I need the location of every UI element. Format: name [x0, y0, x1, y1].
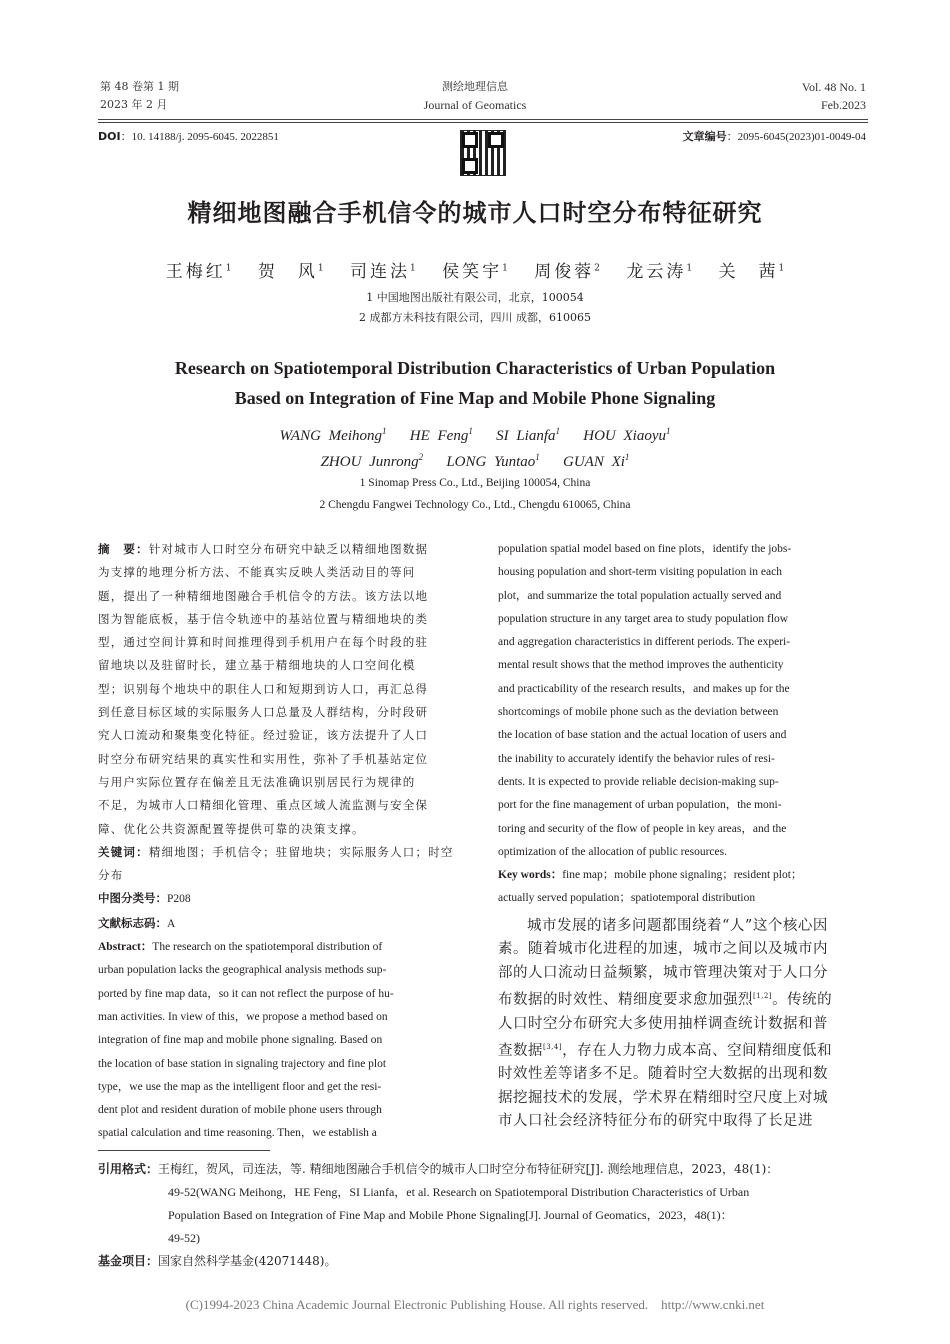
author-cn: 周俊蓉$^2$	[534, 262, 600, 282]
abstract-en-line: Abstract：The research on the spatiotemporal distribution of	[98, 941, 383, 954]
abstract-en-line: mental result shows that the method improves the authenticity	[498, 659, 784, 672]
author-en: HOU Xiaoyu$^1$	[583, 426, 671, 444]
title-en-line: Based on Integration of Fine Map and Mobile Phone Signaling	[234, 388, 716, 408]
body-line: 布数据的时效性、精细度要求愈加强烈[1,2]。传统的	[498, 992, 833, 1009]
abstract-en-line: and aggregation characteristics in different periods. The experi-	[498, 636, 791, 649]
body-line: 市人口社会经济特征分布的研究中取得了长足进	[498, 1113, 813, 1130]
doi-value[interactable]: ：10. 14188/j. 2095-6045. 2022851	[120, 131, 279, 143]
document-code: 文献标志码：A	[98, 915, 176, 930]
keywords-en-line: Key words：fine map；mobile phone signaling；resident plot；	[498, 869, 803, 882]
article-number	[683, 128, 866, 144]
abstract-en-line: shortcomings of mobile phone such as the deviation between	[498, 706, 779, 719]
copyright-notice: (C)1994-2023 China Academic Journal Electronic Publishing House. All rights reserved. http://www.cnki.net	[185, 1297, 765, 1312]
body-line: 部的人口流动日益频繁，城市管理决策对于人口分	[498, 964, 828, 981]
abstract-en-line: integration of fine map and mobile phone signaling. Based on	[98, 1034, 383, 1047]
author-en: ZHOU Junrong$^2$	[320, 452, 424, 470]
author-en: HE Feng$^1$	[409, 426, 473, 444]
abstract-en-line: population spatial model based on fine plots，identify the jobs-	[498, 543, 792, 555]
header-rule-bottom	[98, 122, 868, 123]
abstract-en-line: urban population lacks the geographical analysis methods sup-	[98, 964, 387, 977]
date-cn: 2023 年 2 月	[100, 98, 168, 111]
citation-format	[98, 1158, 870, 1273]
author-cn: 王梅红$^1$	[165, 262, 232, 282]
volume-issue-en	[802, 78, 866, 114]
abstract-cn-line: 究人口流动和聚集变化特征。经过验证，该方法提升了人口	[98, 728, 429, 743]
abstract-en-line: dent plot and resident duration of mobile phone users through	[98, 1104, 382, 1117]
abstract-cn	[98, 538, 465, 841]
abstract-en-line: port for the fine management of urban population，the moni-	[498, 799, 782, 812]
authors-en	[0, 426, 950, 445]
abstract-cn-line: 与用户实际位置存在偏差且无法准确识别居民行为规律的	[98, 774, 416, 789]
abstract-en-line: type，we use the map as the intelligent floor and get the resi-	[98, 1080, 382, 1093]
author-en: SI Lianfa$^1$	[496, 426, 561, 444]
abstract-cn-line: 摘 要：针对城市人口时空分布研究中缺乏以精细地图数据	[98, 542, 429, 556]
abstract-en-line: plot，and summarize the total population actually served and	[498, 589, 782, 602]
abstract-cn-line: 图为智能底板，基于信令轨迹中的基站位置与精细地块的类	[98, 611, 429, 626]
abstract-en-line: the inability to accurately identify the behavior rules of resi-	[498, 752, 775, 765]
authors-cn	[0, 257, 950, 282]
fund-project: 基金项目：国家自然科学基金(42071448)。	[98, 1254, 337, 1268]
abstract-cn-line: 时空分布研究结果的真实性和实用性，弥补了手机基站定位	[98, 751, 429, 766]
citation-line: 49-52(WANG Meihong，HE Feng，SI Lianfa，et al. Research on Spatiotemporal Distribution Characteristics of Urban	[168, 1185, 750, 1199]
abstract-cn-line: 型，通过空间计算和时间推理得到手机用户在每个时段的驻	[98, 635, 429, 650]
author-en: LONG Yuntao$^1$	[446, 452, 540, 470]
abstract-en-line: and practicability of the research results，and makes up for the	[498, 682, 790, 695]
keywords-en	[498, 864, 868, 911]
left-column	[98, 538, 465, 1146]
abstract-en-line: spatial calculation and time reasoning. Then，we establish a	[98, 1127, 377, 1140]
citation-ref[interactable]: [1,2]	[753, 992, 773, 1001]
body-line: 据挖掘技术的发展，学术界在精细时空尺度上对城	[498, 1089, 828, 1106]
affiliation-en-2: 2 Chengdu Fangwei Technology Co., Ltd., Chengdu 610065, China	[319, 499, 631, 511]
abstract-en-continued	[498, 538, 868, 864]
affiliation-en-1: 1 Sinomap Press Co., Ltd., Beijing 100054, China	[359, 477, 591, 489]
citation-ref[interactable]: [3,4]	[543, 1043, 563, 1052]
title-en-line: Research on Spatiotemporal Distribution Characteristics of Urban Population	[174, 358, 776, 378]
abstract-en-line: the location of base station in signaling trajectory and fine plot	[98, 1057, 387, 1070]
date-en: Feb.2023	[821, 98, 866, 112]
keywords-cn-line: 关键词：精细地图；手机信令；驻留地块；实际服务人口；时空	[98, 844, 454, 859]
keywords-cn	[98, 841, 465, 888]
affiliation-cn-2: 2 成都方未科技有限公司，四川 成都，610065	[359, 311, 591, 324]
journal-cn: 测绘地理信息	[442, 80, 508, 93]
abstract-cn-line: 题，提出了一种精细地图融合手机信令的方法。该方法以地	[98, 588, 429, 603]
abstract-en-line: optimization of the allocation of public resources.	[498, 845, 727, 858]
header-rule-top	[98, 119, 868, 120]
body-line: 素。随着城市化进程的加速，城市之间以及城市内	[498, 941, 828, 958]
authors-en-line2	[0, 452, 950, 471]
article-no-value: ：2095-6045(2023)01-0049-04	[726, 131, 866, 143]
abstract-cn-line: 留地块以及驻留时长，建立基于精细地块的人口空间化模	[98, 658, 416, 673]
citation-line: Population Based on Integration of Fine Map and Mobile Phone Signaling[J]. Journal of Geomatics，2023，48(1)：	[168, 1208, 733, 1222]
body-line: 城市发展的诸多问题都围绕着“人”这个核心因	[527, 917, 828, 934]
body-line: 时效性差等诸多不足。随着时空大数据的出现和数	[498, 1066, 828, 1083]
abstract-cn-line: 到任意目标区域的实际服务人口总量及人群结构，分时段研	[98, 705, 429, 720]
abstract-en-line: population structure in any target area to study population flow	[498, 612, 789, 625]
volume-cn: 第 48 卷第 1 期	[100, 80, 179, 93]
author-cn: 贺 风$^1$	[257, 262, 324, 282]
abstract-en-line: man activities. In view of this，we propose a method based on	[98, 1010, 388, 1023]
journal-en: Journal of Geomatics	[423, 98, 527, 112]
abstract-en-line: toring and security of the flow of people in key areas，and the	[498, 822, 787, 835]
abstract-en	[98, 936, 465, 1146]
author-en: GUAN Xi$^1$	[563, 452, 630, 470]
citation-line: 引用格式：王梅红，贺风，司连法，等. 精细地图融合手机信令的城市人口时空分布特征研究[J]. 测绘地理信息，2023，48(1)：	[98, 1162, 779, 1176]
footnote-rule	[98, 1150, 270, 1151]
keywords-en-line: actually served population；spatiotemporal distribution	[498, 892, 756, 905]
body-line: 查数据[3,4]，存在人力物力成本高、空间精细度低和	[498, 1042, 833, 1059]
keywords-cn-line: 分布	[98, 868, 124, 883]
doi-label: DOI	[98, 130, 121, 143]
citation-line: 49-52)	[168, 1231, 200, 1245]
abstract-cn-line: 型；识别每个地块中的职住人口和短期到访人口，再汇总得	[98, 681, 429, 696]
abstract-en-line: ported by fine map data，so it can not reflect the purpose of hu-	[98, 987, 394, 1000]
right-column	[498, 538, 868, 1134]
author-cn: 关 茜$^1$	[718, 262, 785, 282]
article-no-label: 文章编号	[682, 130, 727, 143]
abstract-en-line: the location of base station and the actual location of users and	[498, 729, 787, 742]
body-line: 人口时空分布研究大多使用抽样调查统计数据和普	[498, 1015, 828, 1032]
author-en: WANG Meihong$^1$	[279, 426, 387, 444]
qr-code-icon[interactable]	[460, 130, 506, 176]
abstract-cn-line: 障、优化公共资源配置等提供可靠的决策支撑。	[98, 821, 365, 836]
affiliation-cn-1: 1 中国地图出版社有限公司，北京，100054	[366, 291, 584, 304]
abstract-en-line: dents. It is expected to provide reliable decision-making sup-	[498, 775, 779, 788]
body-text	[498, 915, 868, 1134]
doi	[98, 128, 279, 144]
abstract-cn-line: 不足，为城市人口精细化管理、重点区域人流监测与安全保	[98, 798, 429, 813]
author-cn: 龙云涛$^1$	[626, 262, 693, 282]
clc-number: 中图分类号：P208	[98, 891, 191, 906]
abstract-en-line: housing population and short-term visiting population in each	[498, 566, 782, 579]
abstract-cn-line: 为支撑的地理分析方法、不能真实反映人类活动目的等问	[98, 565, 416, 580]
volume-en: Vol. 48 No. 1	[801, 80, 866, 94]
author-cn: 司连法$^1$	[349, 262, 416, 282]
title-en	[0, 353, 950, 413]
title-cn: 精细地图融合手机信令的城市人口时空分布特征研究	[187, 198, 763, 227]
author-cn: 侯笑宇$^1$	[442, 262, 508, 282]
